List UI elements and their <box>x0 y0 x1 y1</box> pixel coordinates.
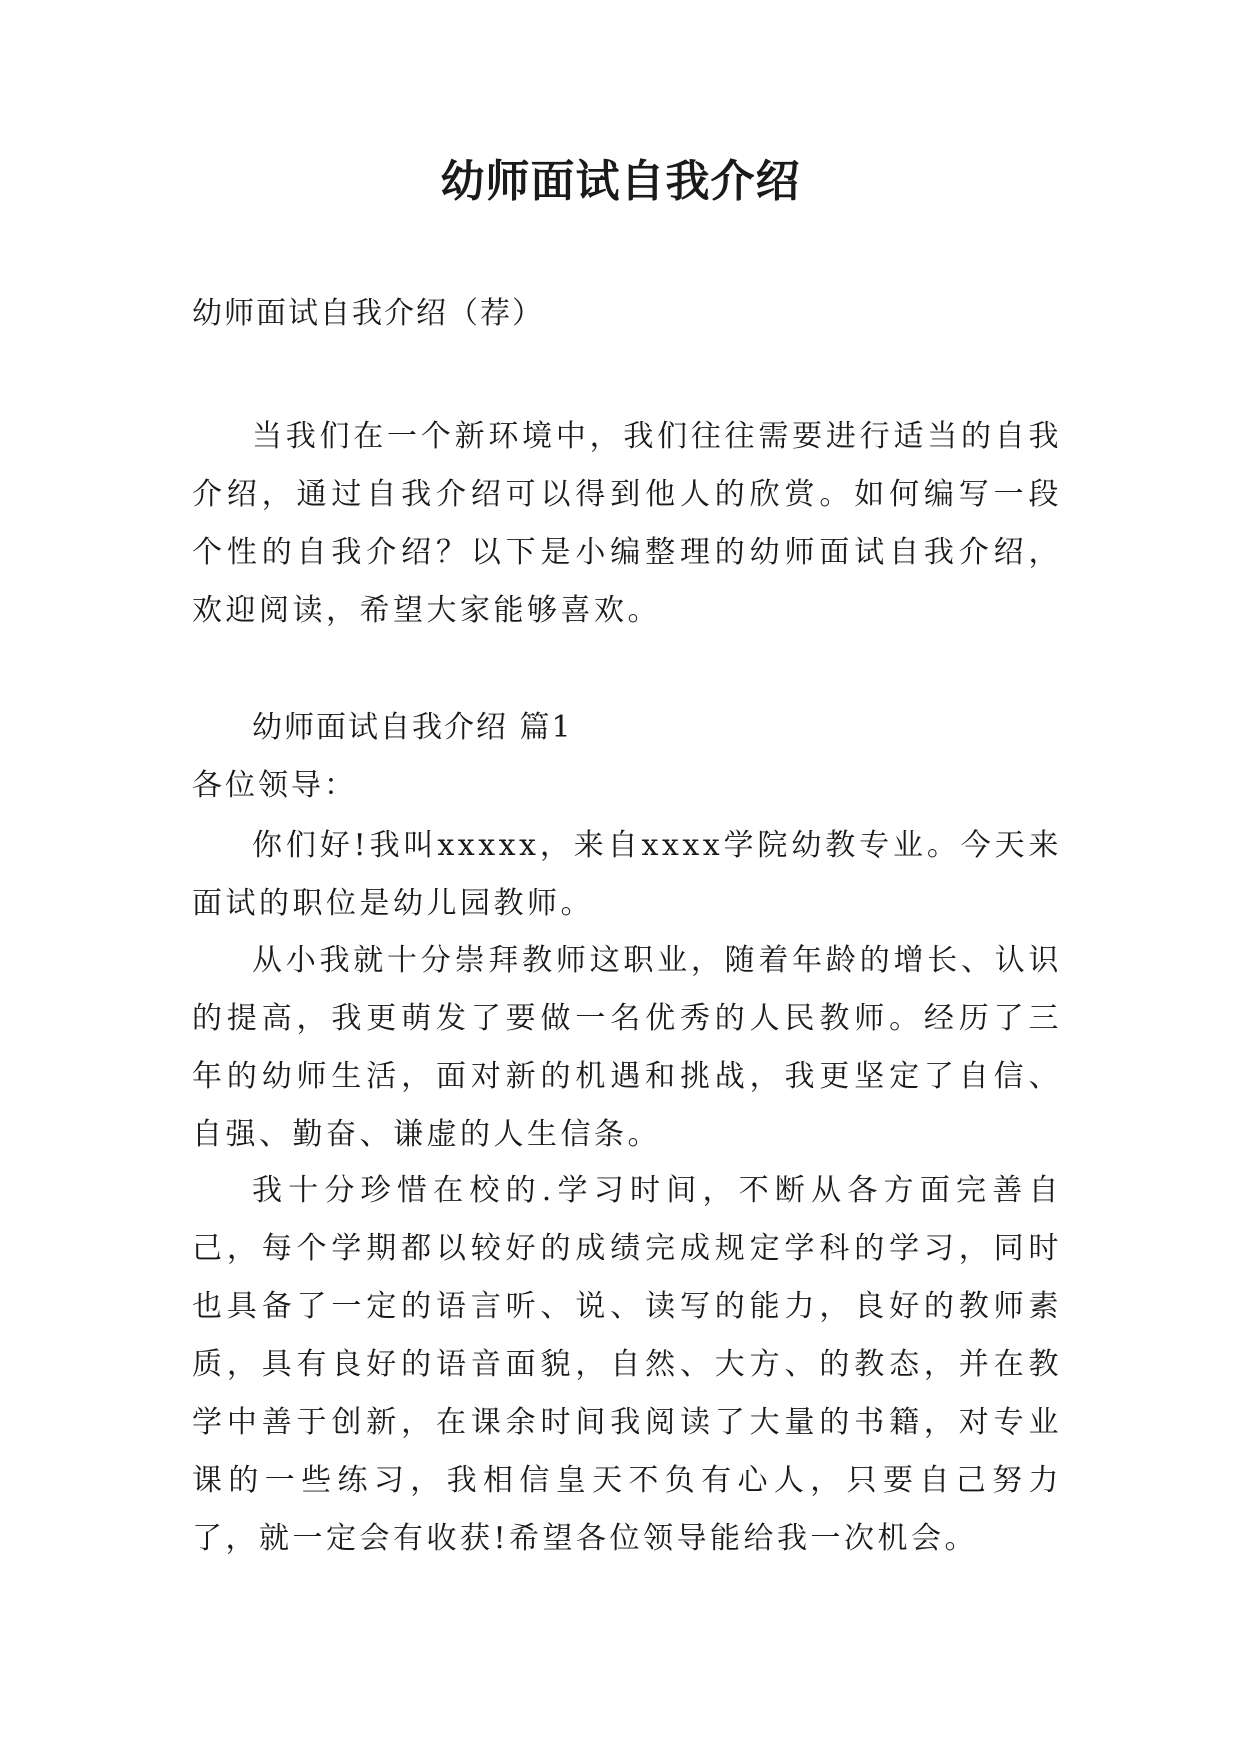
section-heading: 幼师面试自我介绍 篇1 <box>252 710 573 745</box>
salutation: 各位领导： <box>192 768 357 803</box>
document-title: 幼师面试自我介绍 <box>440 156 801 207</box>
body-paragraph-2: 从小我就十分崇拜教师这职业，随着年龄的增长、认识的提高，我更萌发了要做一名优秀的人民教师。经历了三年的幼师生活，面对新的机遇和挑战，我更坚定了自信、自强、勤奋、谦虚的人生信条。 <box>192 943 1062 1152</box>
body-paragraph-3: 我十分珍惜在校的.学习时间，不断从各方面完善自己，每个学期都以较好的成绩完成规定学科的学习，同时也具备了一定的语言听、说、读写的能力，良好的教师素质，具有良好的语音面貌，自然、大方、的教态，并在教学中善于创新，在课余时间我阅读了大量的书籍，对专业课的一些练习，我相信皇天不负有心人，只要自己努力了，就一定会有收获!希望各位领导能给我一次机会。 <box>192 1173 1062 1556</box>
document-subtitle: 幼师面试自我介绍（荐） <box>192 296 544 331</box>
intro-paragraph: 当我们在一个新环境中，我们往往需要进行适当的自我介绍，通过自我介绍可以得到他人的欣赏。如何编写一段个性的自我介绍？以下是小编整理的幼师面试自我介绍，欢迎阅读，希望大家能够喜欢。 <box>192 419 1062 628</box>
body-paragraph-1: 你们好!我叫xxxxx，来自xxxx学院幼教专业。今天来面试的职位是幼儿园教师。 <box>192 828 1062 921</box>
